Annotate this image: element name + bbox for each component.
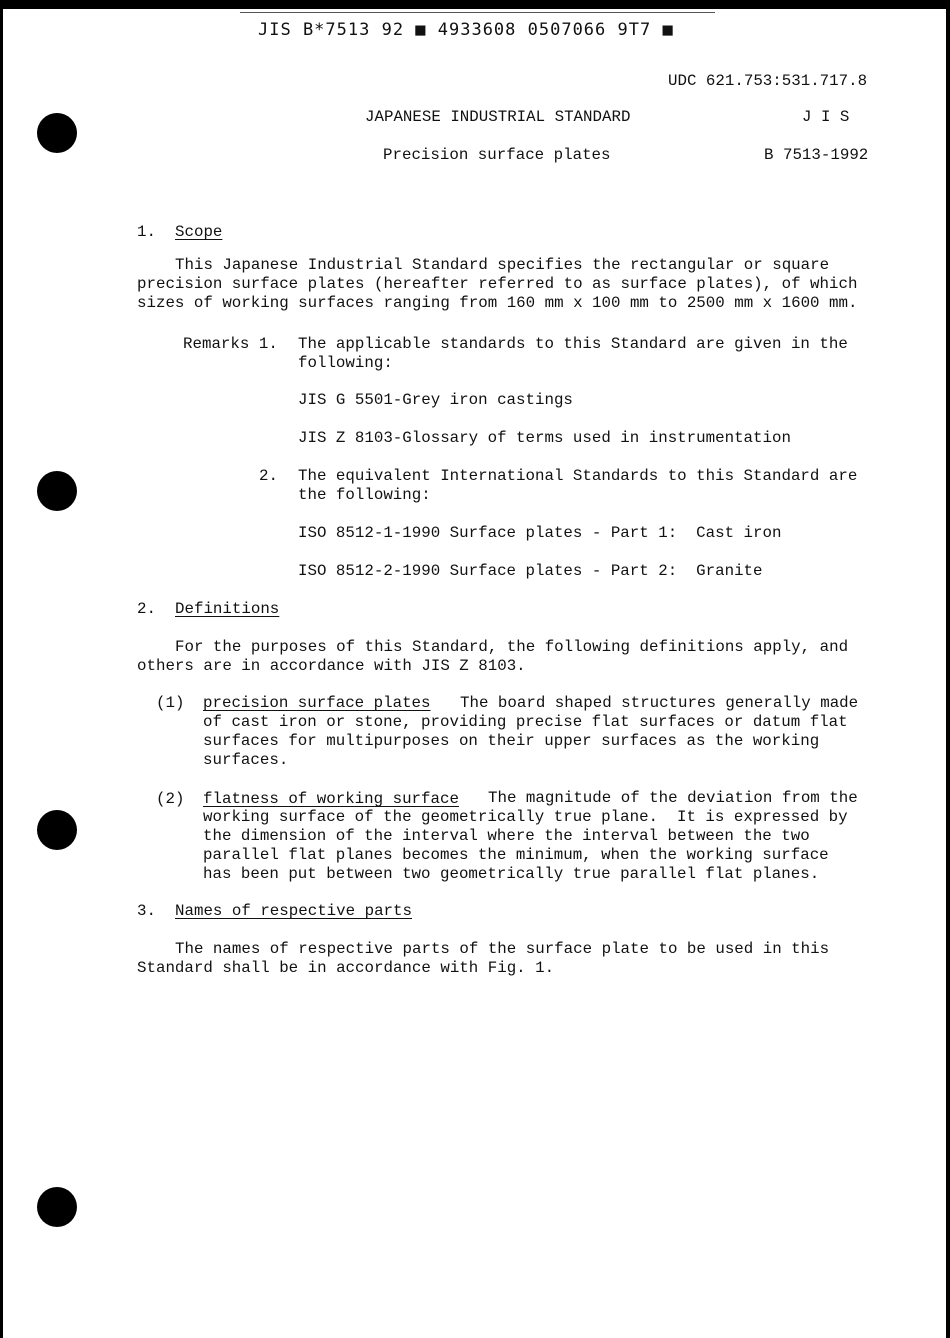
- remark-line: The applicable standards to this Standard are given in the: [298, 335, 848, 353]
- punch-hole: [37, 1187, 77, 1227]
- section-number: 1.: [137, 223, 156, 241]
- section-heading-scope: Scope: [175, 223, 223, 241]
- reference-item: ISO 8512-1-1990 Surface plates - Part 1: Cast iron: [298, 524, 782, 542]
- section-number: 3.: [137, 902, 156, 920]
- definition-line: the dimension of the interval where the interval between the two: [203, 827, 810, 845]
- definition-term: precision surface plates: [203, 694, 431, 712]
- standard-number: B 7513-1992: [764, 146, 869, 164]
- paragraph-line: sizes of working surfaces ranging from 160 mm x 100 mm to 2500 mm x 1600 mm.: [137, 294, 858, 312]
- paragraph-line: For the purposes of this Standard, the following definitions apply, and: [175, 638, 849, 656]
- definition-line: surfaces.: [203, 751, 289, 769]
- standard-organization: JAPANESE INDUSTRIAL STANDARD: [365, 108, 631, 126]
- remarks-label: Remarks 1.: [183, 335, 278, 353]
- reference-item: JIS Z 8103-Glossary of terms used in instrumentation: [298, 429, 791, 447]
- scan-left-border: [0, 0, 3, 1338]
- udc-number: UDC 621.753:531.717.8: [668, 72, 868, 90]
- paragraph-line: Standard shall be in accordance with Fig. 1.: [137, 959, 555, 977]
- definition-line: has been put between two geometrically true parallel flat planes.: [203, 865, 820, 883]
- remark-number: 2.: [259, 467, 278, 485]
- paragraph-line: This Japanese Industrial Standard specifies the rectangular or square: [175, 256, 830, 274]
- definition-line: parallel flat planes becomes the minimum, when the working surface: [203, 846, 829, 864]
- remark-line: the following:: [298, 486, 431, 504]
- punch-hole: [37, 471, 77, 511]
- definition-line: surfaces for multipurposes on their upper surfaces as the working: [203, 732, 820, 750]
- punch-hole: [37, 113, 77, 153]
- remark-line: following:: [298, 354, 393, 372]
- reference-item: ISO 8512-2-1990 Surface plates - Part 2: Granite: [298, 562, 763, 580]
- header-rule: [240, 12, 715, 13]
- definition-number: (2): [156, 790, 185, 808]
- scan-right-border: [946, 0, 950, 1338]
- definition-line: of cast iron or stone, providing precise flat surfaces or datum flat: [203, 713, 848, 731]
- document-barcode-code: JIS B*7513 92 ■ 4933608 0507066 9T7 ■: [258, 20, 674, 40]
- jis-label: J I S: [802, 108, 850, 126]
- paragraph-line: precision surface plates (hereafter referred to as surface plates), of which: [137, 275, 858, 293]
- section-heading-names: Names of respective parts: [175, 902, 412, 920]
- definition-term: flatness of working surface: [203, 790, 459, 808]
- paragraph-line: The names of respective parts of the surface plate to be used in this: [175, 940, 830, 958]
- punch-hole: [37, 810, 77, 850]
- remark-line: The equivalent International Standards to this Standard are: [298, 467, 858, 485]
- paragraph-line: others are in accordance with JIS Z 8103.: [137, 657, 526, 675]
- scan-top-border: [0, 0, 950, 9]
- section-number: 2.: [137, 600, 156, 618]
- reference-item: JIS G 5501-Grey iron castings: [298, 391, 573, 409]
- definition-line: working surface of the geometrically true plane. It is expressed by: [203, 808, 848, 826]
- section-heading-definitions: Definitions: [175, 600, 280, 618]
- definition-number: (1): [156, 694, 185, 712]
- definition-line: The magnitude of the deviation from the: [488, 789, 858, 807]
- definition-line: The board shaped structures generally made: [460, 694, 859, 712]
- document-title: Precision surface plates: [383, 146, 611, 164]
